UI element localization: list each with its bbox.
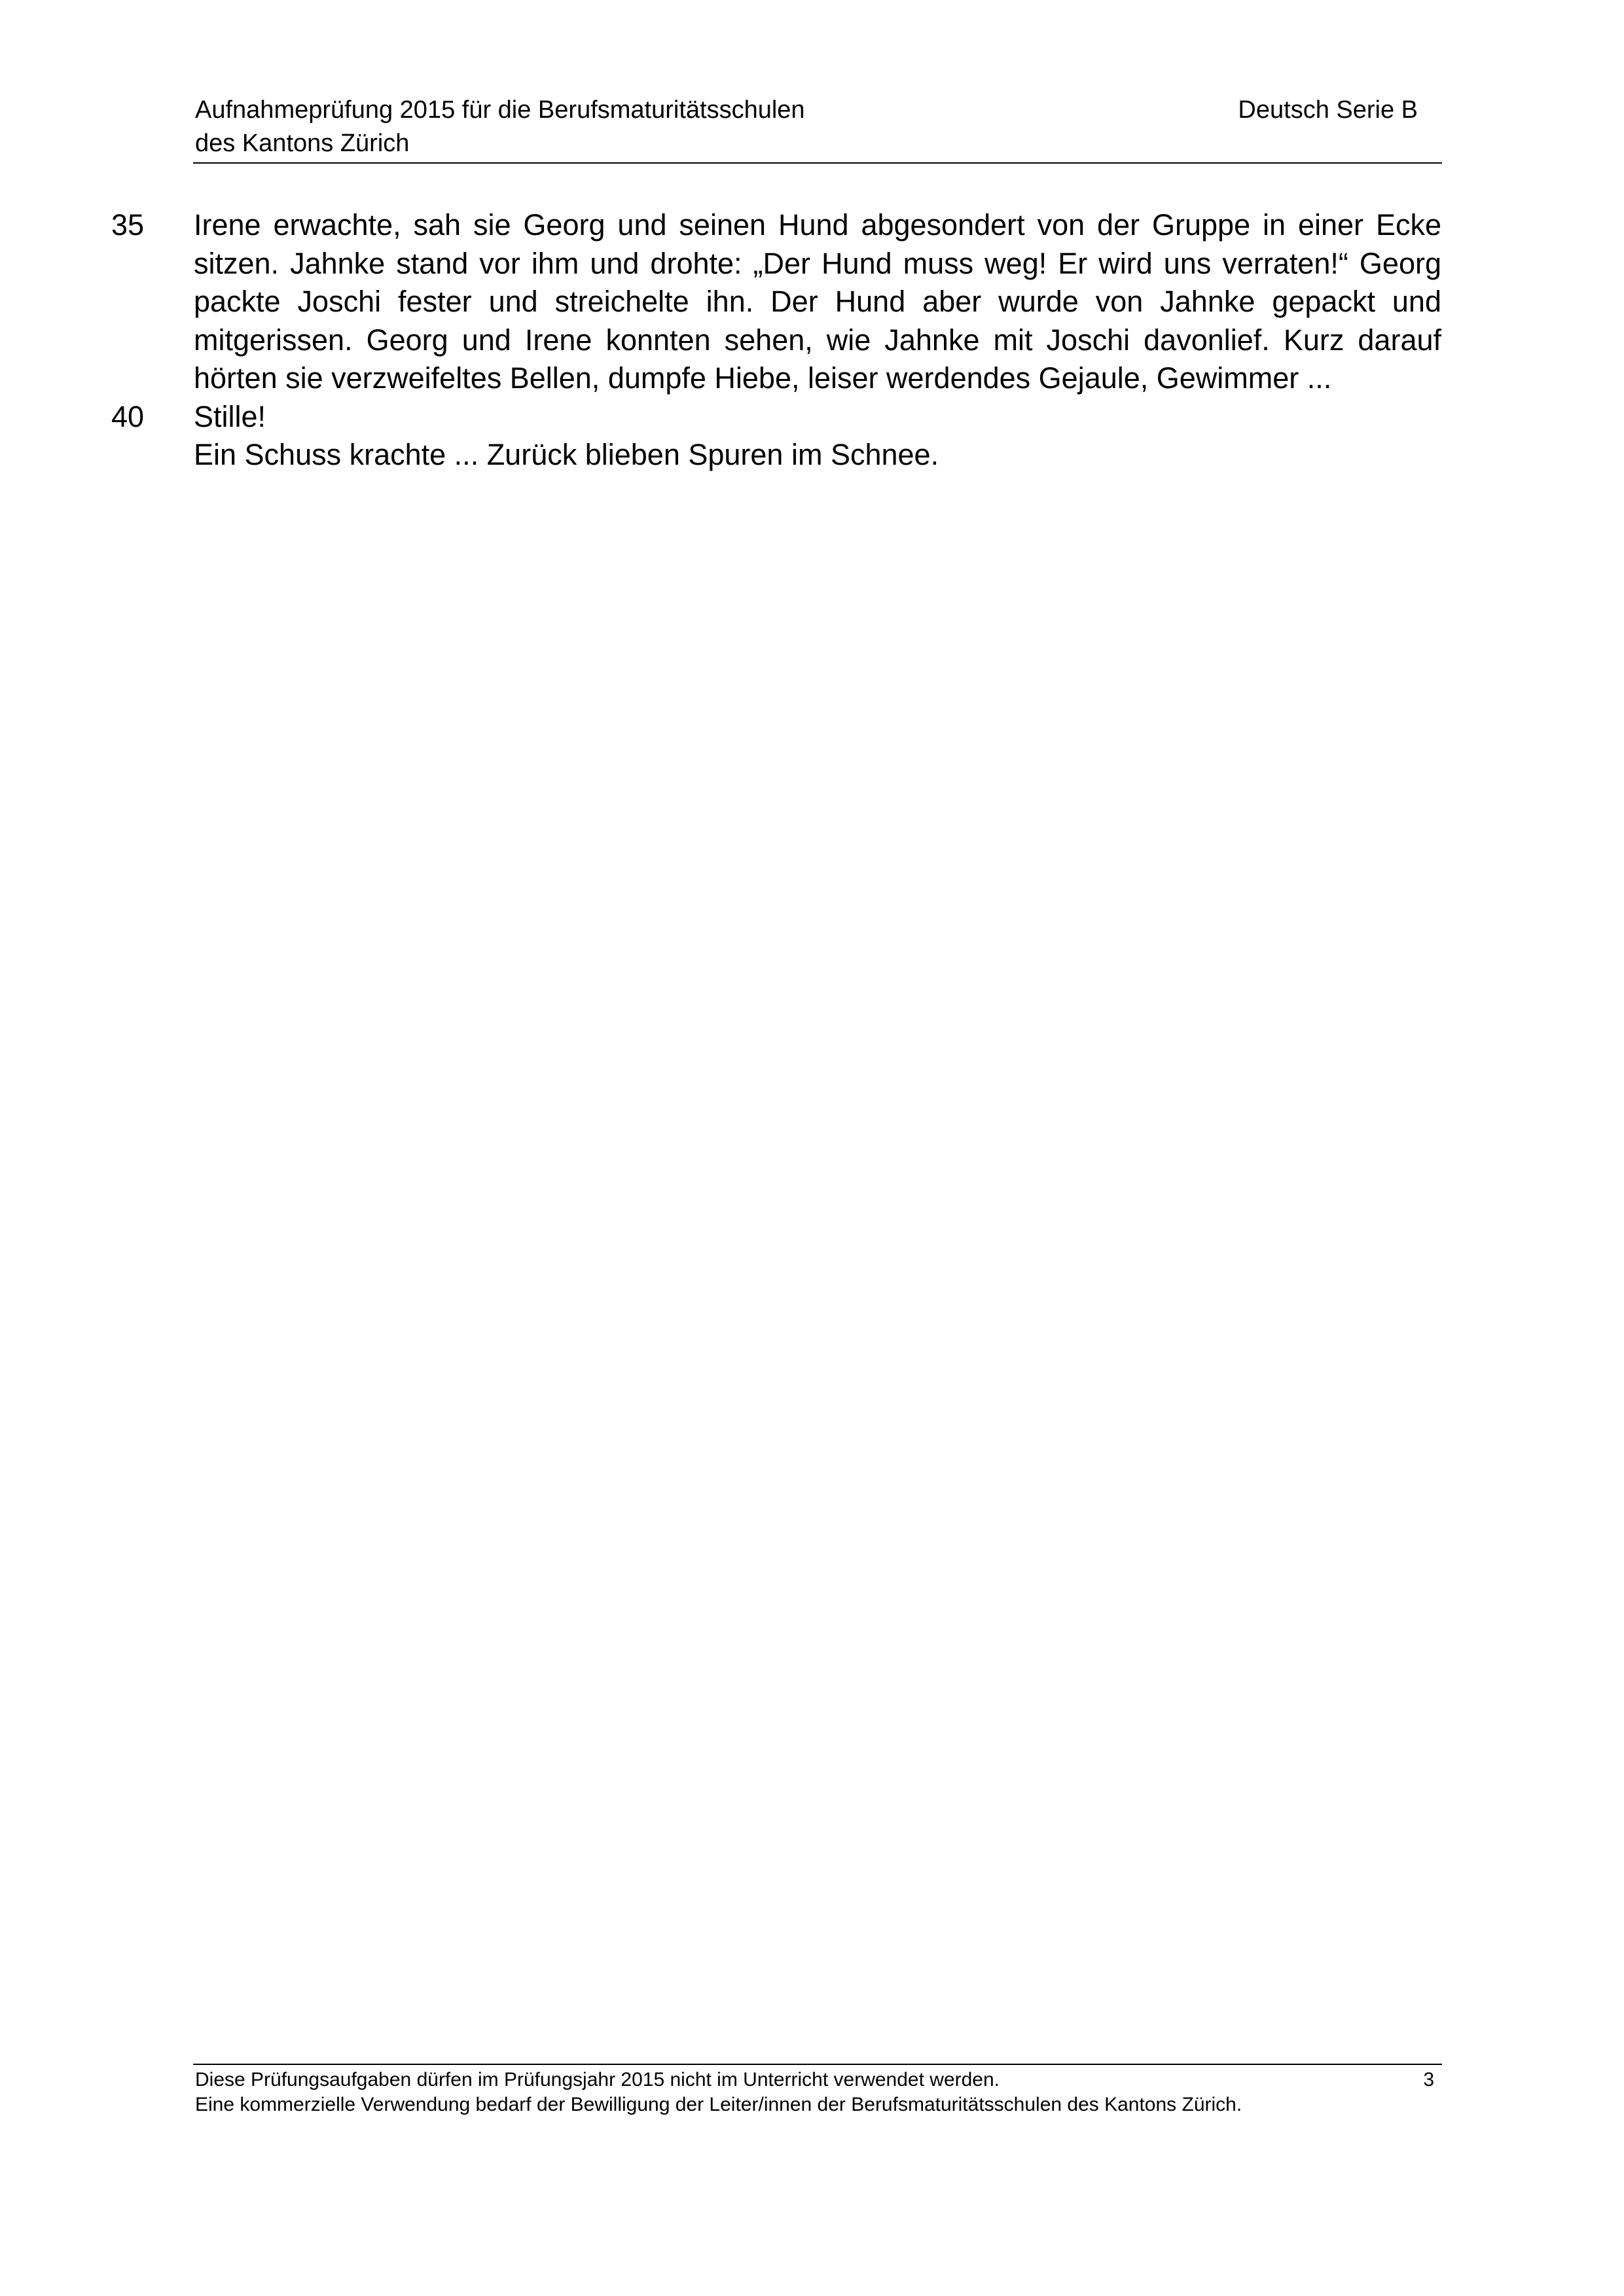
page-number: 3 xyxy=(1423,2069,1434,2090)
header-institution xyxy=(195,94,805,160)
footer-notice-line2: Eine kommerzielle Verwendung bedarf der Bewilligung der Leiter/innen der Berufsmaturitätsschulen des Kantons Zürich. xyxy=(195,2094,1242,2115)
text-line-stille: Stille! xyxy=(194,399,266,433)
line-number-35: 35 xyxy=(111,208,145,242)
exam-text xyxy=(194,206,1441,475)
footer-notice-line1: Diese Prüfungsaufgaben dürfen im Prüfungsjahr 2015 nicht im Unterricht verwendet werden. xyxy=(195,2069,1000,2090)
line-number-40: 40 xyxy=(111,399,145,433)
text-paragraph: Irene erwachte, sah sie Georg und seinen Hund abgesondert von der Gruppe in einer Ecke sitzen. Jahnke stand vor ihm und drohte: „Der Hund muss weg! Er wird uns verraten!“ Georg packte Joschi fester und streichelte ihn. Der Hund aber wurde von Jahnke gepackt und mitgerissen. Georg und Irene konnten sehen, wie Jahnke mit Joschi davonlief. Kurz darauf hörten sie verzweifeltes Bellen, dumpfe Hiebe, leiser werdendes Gejaule, Gewimmer ... xyxy=(194,208,1441,395)
page-header xyxy=(193,94,1442,164)
header-subject: Deutsch Serie B xyxy=(1238,96,1418,124)
header-title-line2: des Kantons Zürich xyxy=(195,130,410,157)
text-line-schuss: Ein Schuss krachte ... Zurück blieben Spuren im Schnee. xyxy=(194,438,939,471)
header-title-line1: Aufnahmeprüfung 2015 für die Berufsmaturitätsschulen xyxy=(195,96,805,124)
page-footer xyxy=(193,2064,1442,2117)
